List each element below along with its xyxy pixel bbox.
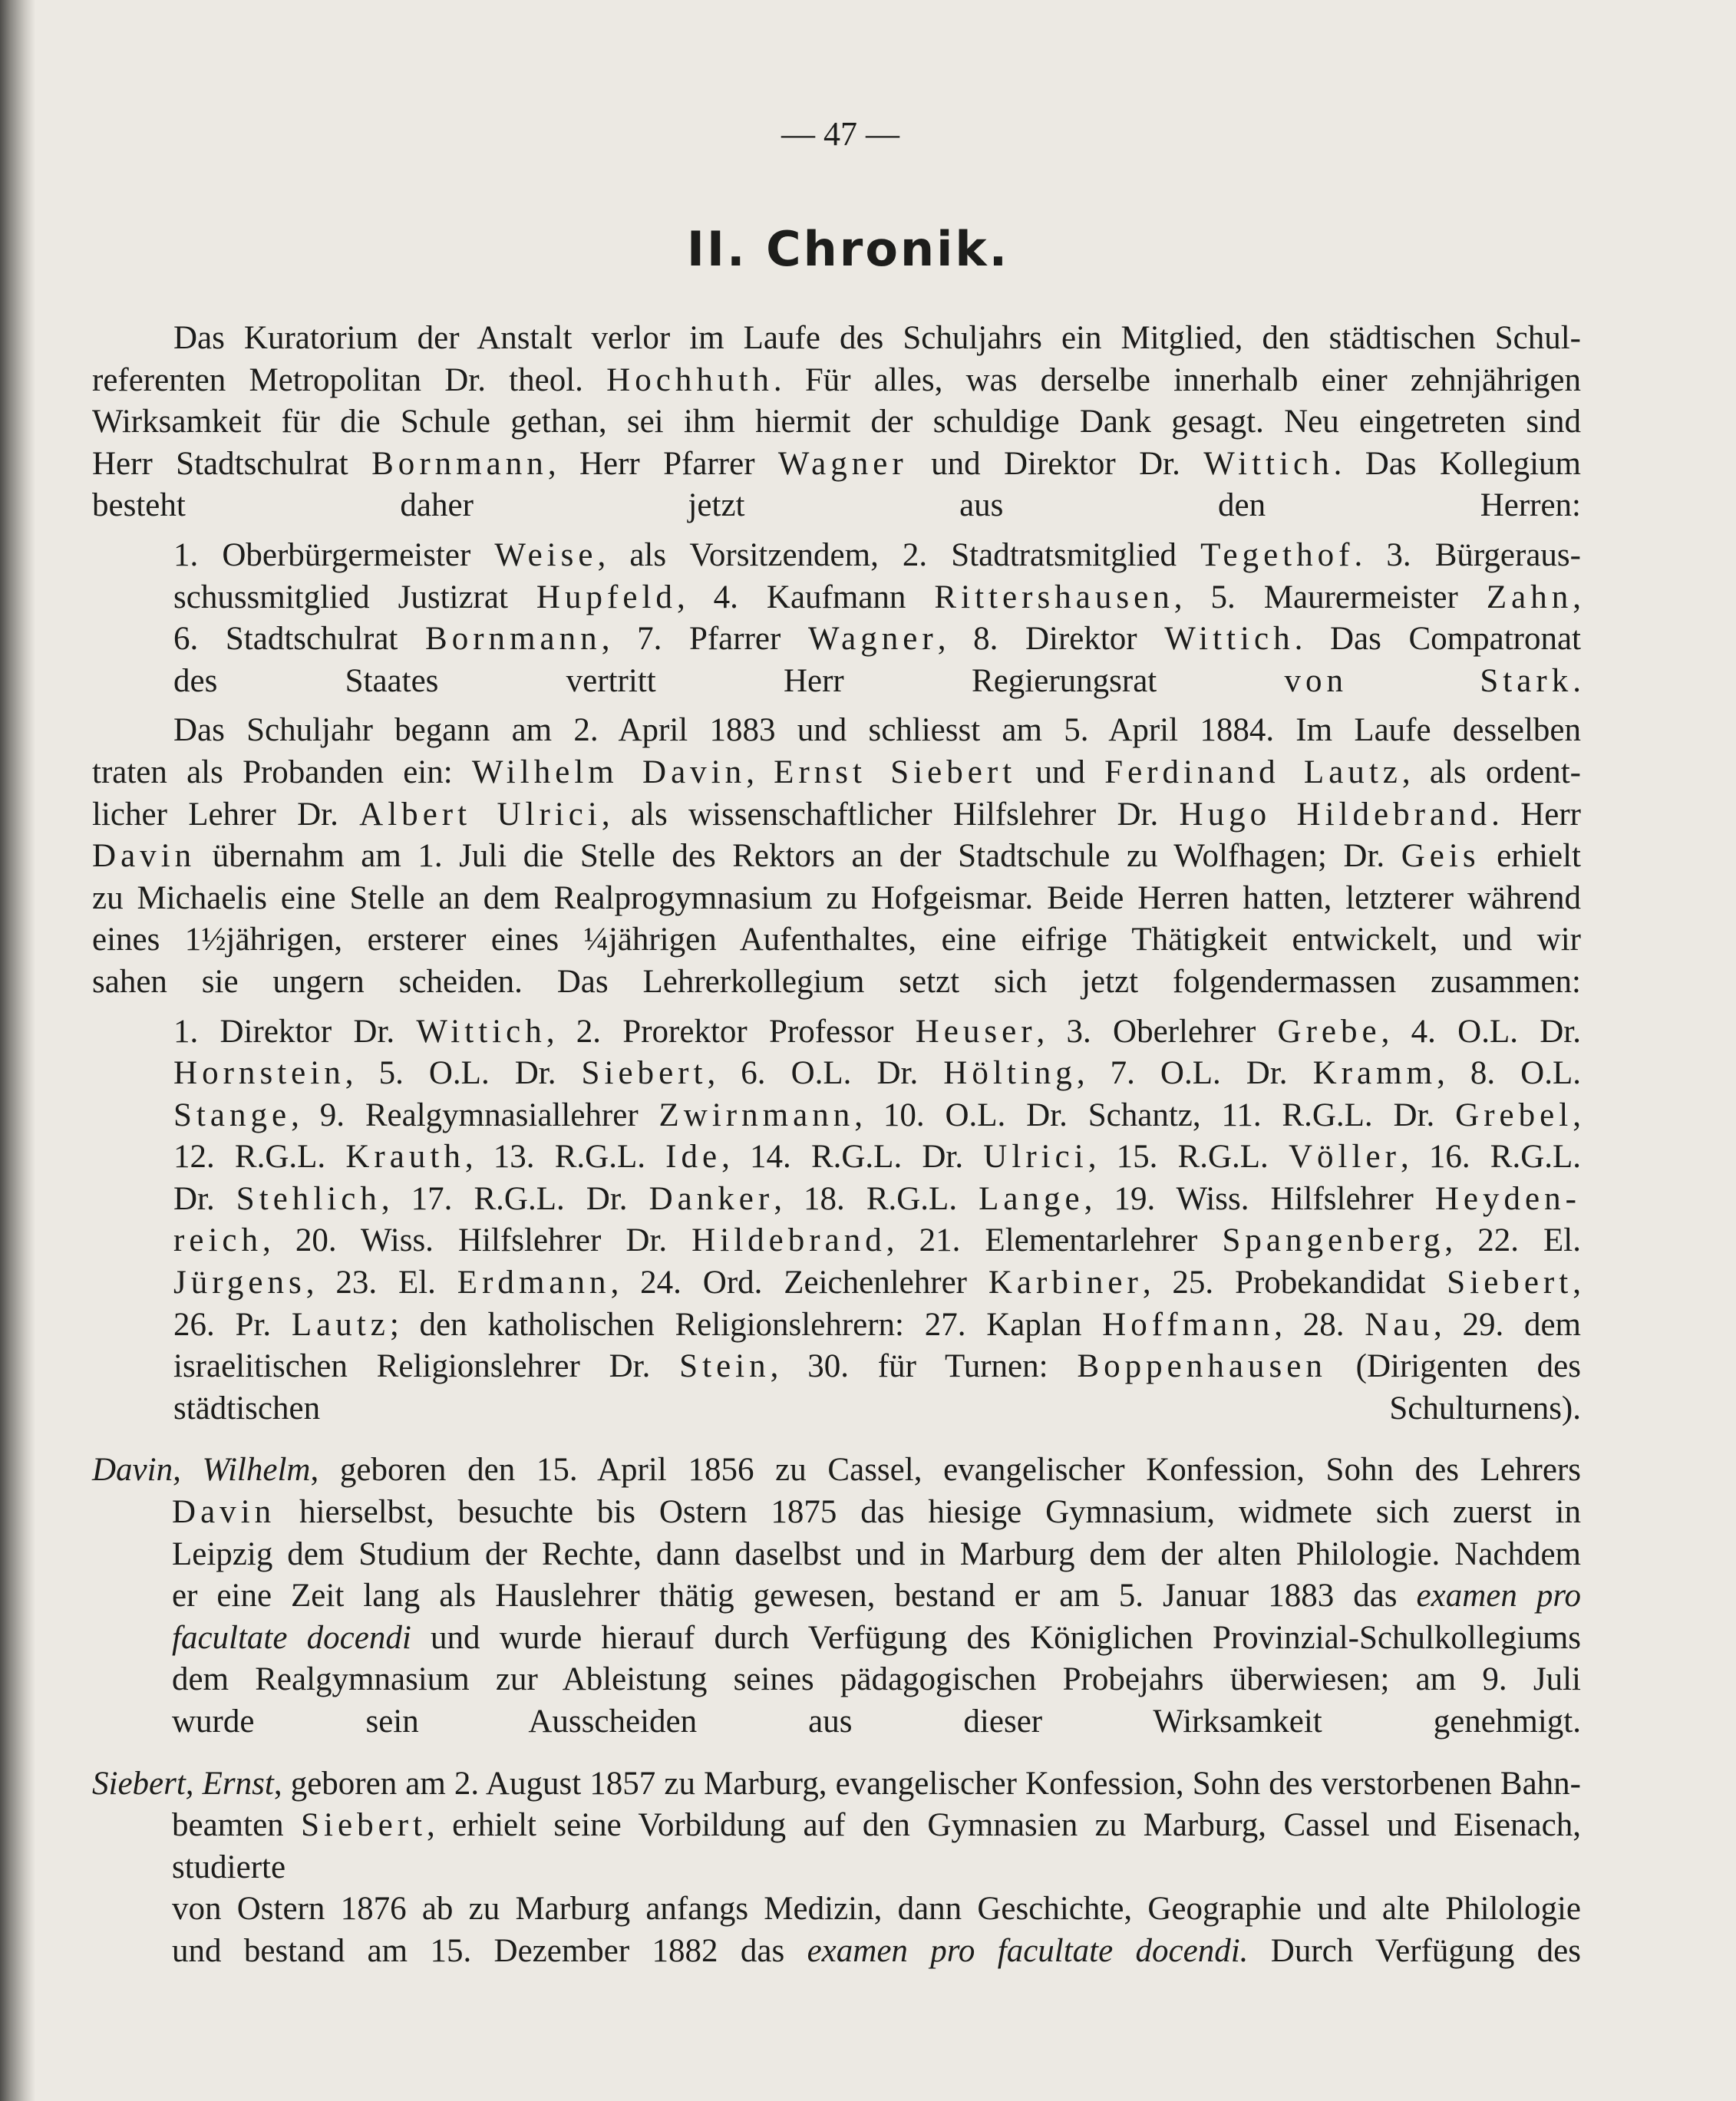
text-run: . Das Compatronat bbox=[1294, 621, 1581, 658]
spaced-name: Wittich bbox=[1203, 445, 1334, 482]
biography-davin bbox=[92, 1450, 1581, 1743]
text-run: , 14. R.G.L. Dr. bbox=[721, 1139, 984, 1176]
spaced-name: Boppenhausen bbox=[1077, 1348, 1327, 1385]
text-run: , 5. Maurermeister bbox=[1173, 579, 1487, 615]
text-run: 1. Direktor Dr. bbox=[173, 1013, 417, 1050]
spaced-name: Hölting bbox=[943, 1055, 1077, 1092]
spaced-name: Heyden- bbox=[1434, 1180, 1582, 1217]
text-run: er eine Zeit lang als Hauslehrer thätig gewesen, bestand er am 5. Januar 1883 das bbox=[172, 1578, 1417, 1615]
spaced-name: Danker bbox=[649, 1180, 774, 1217]
italic-text: examen pro bbox=[1416, 1578, 1581, 1615]
text-run: und Direktor Dr. bbox=[907, 445, 1204, 482]
spaced-name: reich bbox=[173, 1222, 263, 1259]
text-run: ; den katholischen Religionslehrern: 27. Kaplan bbox=[389, 1306, 1103, 1343]
page-text bbox=[92, 115, 1581, 1973]
text-run: , 22. El. bbox=[1444, 1222, 1581, 1259]
text-run: . Herr bbox=[1491, 796, 1581, 833]
text-run: , 17. R.G.L. Dr. bbox=[381, 1180, 649, 1217]
italic-text: Siebert, Ernst bbox=[92, 1765, 274, 1802]
text-run: sahen sie ungern scheiden. Das Lehrerkollegium setzt sich jetzt folgendermassen zusammen: bbox=[92, 963, 1581, 1000]
text-run: erhielt bbox=[1480, 838, 1581, 875]
text-run: übernahm am 1. Juli die Stelle des Rektors an der Stadtschule zu Wolfhagen; Dr. bbox=[196, 838, 1401, 875]
text-run: , geboren am 2. August 1857 zu Marburg, evangelischer Konfession, Sohn des verstorbenen Bahn- bbox=[273, 1765, 1581, 1802]
spaced-name: Hugo Hildebrand bbox=[1179, 796, 1492, 833]
spaced-name: Weise bbox=[494, 536, 598, 573]
text-run: , 19. Wiss. Hilfslehrer bbox=[1084, 1180, 1435, 1217]
list-lehrerkollegium bbox=[92, 1011, 1581, 1430]
spaced-name: Hoffmann bbox=[1102, 1306, 1275, 1343]
text-run: 12. R.G.L. bbox=[173, 1139, 346, 1176]
text-run: 6. Stadtschulrat bbox=[173, 621, 425, 658]
spaced-name: Wagner bbox=[807, 621, 938, 658]
spaced-name: Lange bbox=[979, 1180, 1084, 1217]
text-run: , bbox=[746, 754, 774, 790]
spaced-name: Heuser bbox=[915, 1013, 1037, 1050]
spaced-name: Krauth bbox=[345, 1139, 465, 1176]
text-run: . Das Kollegium bbox=[1333, 445, 1581, 482]
text-run: , 20. Wiss. Hilfslehrer Dr. bbox=[262, 1222, 692, 1259]
spaced-name: Bornmann bbox=[425, 621, 602, 658]
text-run: schussmitglied Justizrat bbox=[173, 579, 536, 615]
spaced-name: Geis bbox=[1401, 838, 1480, 875]
text-run: . 3. Bürgeraus- bbox=[1354, 536, 1581, 573]
text-run: , 10. O.L. Dr. Schantz, 11. R.G.L. Dr. bbox=[854, 1097, 1456, 1133]
text-run: 26. Pr. bbox=[173, 1306, 292, 1343]
text-run: (Dirigenten des bbox=[1326, 1348, 1582, 1385]
spaced-name: Ferdinand Lautz bbox=[1104, 754, 1402, 790]
book-fold-shadow bbox=[0, 0, 35, 2101]
spaced-name: Siebert bbox=[581, 1055, 708, 1092]
section-heading: II. Chronik. bbox=[686, 221, 1010, 277]
text-run: zu Michaelis eine Stelle an dem Realprogymnasium zu Hofgeismar. Beide Herren hatten, letzterer während bbox=[92, 879, 1581, 916]
text-run: , erhielt seine Vorbildung auf den Gymnasien zu Marburg, Cassel und Eisenach, studierte bbox=[172, 1807, 1581, 1885]
spaced-name: Nau bbox=[1365, 1306, 1434, 1343]
text-run: des Staates vertritt Herr Regierungsrat bbox=[173, 662, 1285, 699]
text-run: , 6. O.L. Dr. bbox=[707, 1055, 944, 1092]
text-run: Wirksamkeit für die Schule gethan, sei ihm hiermit der schuldige Dank gesagt. Neu eingetreten sind bbox=[92, 404, 1581, 440]
spaced-name: Albert Ulrici bbox=[359, 796, 602, 833]
text-run: , 5. O.L. Dr. bbox=[345, 1055, 582, 1092]
spaced-name: Bornmann bbox=[371, 445, 548, 482]
spaced-name: Tegethof bbox=[1200, 536, 1355, 573]
paragraph-kuratorium bbox=[92, 318, 1581, 527]
spaced-name: Davin bbox=[92, 838, 196, 875]
spaced-name: Hornstein bbox=[173, 1055, 345, 1092]
text-run: , bbox=[1573, 1097, 1581, 1133]
text-run: hierselbst, besuchte bis Ostern 1875 das hiesige Gymnasium, widmete sich zuerst in bbox=[276, 1494, 1581, 1531]
text-run: , 8. Direktor bbox=[937, 621, 1165, 658]
spaced-name: Ernst Siebert bbox=[774, 754, 1017, 790]
spaced-name: Zahn bbox=[1486, 579, 1573, 615]
text-run: Leipzig dem Studium der Rechte, dann daselbst und in Marburg dem der alten Philologie. Nachdem bbox=[172, 1535, 1581, 1572]
spaced-name: Rittershausen bbox=[934, 579, 1174, 615]
list-kuratorium-members bbox=[92, 535, 1581, 702]
spaced-name: Ide bbox=[665, 1139, 722, 1176]
text-run: , bbox=[1573, 579, 1582, 615]
text-run: , 23. El. bbox=[305, 1265, 457, 1301]
text-run: beamten bbox=[172, 1807, 302, 1844]
text-run: , 3. Oberlehrer bbox=[1036, 1013, 1278, 1050]
text-run: , 9. Realgymnasiallehrer bbox=[291, 1097, 659, 1133]
text-run: , 28. bbox=[1274, 1306, 1365, 1343]
text-run: , 13. R.G.L. bbox=[464, 1139, 666, 1176]
spaced-name: Grebe bbox=[1277, 1013, 1381, 1050]
text-run: , 4. Kaufmann bbox=[676, 579, 935, 615]
text-run: , geboren den 15. April 1856 zu Cassel, evangelischer Konfession, Sohn des Lehrers bbox=[310, 1452, 1581, 1489]
spaced-name: Wilhelm Davin bbox=[471, 754, 747, 790]
spaced-name: Davin bbox=[172, 1494, 276, 1531]
text-run: , 21. Elementarlehrer bbox=[886, 1222, 1223, 1259]
paragraph-schuljahr bbox=[92, 710, 1581, 1003]
spaced-name: Jürgens bbox=[173, 1265, 306, 1301]
spaced-name: Karbiner bbox=[988, 1265, 1143, 1301]
text-run: dem Realgymnasium zur Ableistung seines pädagogischen Probejahrs überwiesen; am 9. Juli bbox=[172, 1661, 1581, 1698]
spaced-name: Zwirnmann bbox=[658, 1097, 855, 1133]
spaced-name: Erdmann bbox=[457, 1265, 611, 1301]
text-run: und bbox=[1016, 754, 1105, 790]
text-run: israelitischen Religionslehrer Dr. bbox=[173, 1348, 680, 1385]
text-run: Herr Stadtschulrat bbox=[92, 445, 372, 482]
text-run: Durch Verfügung des bbox=[1248, 1932, 1582, 1969]
text-run: , 15. R.G.L. bbox=[1087, 1139, 1289, 1176]
text-run: Dr. bbox=[173, 1180, 236, 1217]
spaced-name: Wagner bbox=[777, 445, 908, 482]
spaced-name: Siebert bbox=[301, 1807, 427, 1844]
text-run: und wurde hierauf durch Verfügung des Königlichen Provinzial-Schulkollegiums bbox=[411, 1619, 1582, 1656]
text-run: eines 1½jährigen, ersterer eines ¼jährigen Aufenthaltes, eine eifrige Thätigkeit entwickelt, und wir bbox=[92, 922, 1581, 958]
spaced-name: Siebert bbox=[1447, 1265, 1573, 1301]
text-run: , als wissenschaftlicher Hilfslehrer Dr. bbox=[601, 796, 1180, 833]
text-run: von Ostern 1876 ab zu Marburg anfangs Medizin, dann Geschichte, Geographie und alte Philologie bbox=[172, 1891, 1581, 1928]
text-run: . Für alles, was derselbe innerhalb einer zehnjährigen bbox=[773, 361, 1581, 398]
text-run: Das Schuljahr begann am 2. April 1883 und schliesst am 5. April 1884. Im Laufe desselben bbox=[173, 712, 1581, 749]
text-run: städtischen Schulturnens). bbox=[173, 1390, 1581, 1427]
spaced-name: Stange bbox=[173, 1097, 292, 1133]
text-run: , als Vorsitzendem, 2. Stadtratsmitglied bbox=[597, 536, 1201, 573]
biography-siebert bbox=[92, 1763, 1581, 1973]
text-run: besteht daher jetzt aus den Herren: bbox=[92, 487, 1581, 524]
text-run: , 4. O.L. Dr. bbox=[1381, 1013, 1581, 1050]
text-run: referenten Metropolitan Dr. theol. bbox=[92, 361, 607, 398]
italic-text: facultate docendi bbox=[172, 1619, 411, 1656]
spaced-name: Grebel bbox=[1455, 1097, 1573, 1133]
text-run: licher Lehrer Dr. bbox=[92, 796, 360, 833]
spaced-name: Wittich bbox=[1164, 621, 1295, 658]
spaced-name: Wittich bbox=[416, 1013, 546, 1050]
spaced-name: Kramm bbox=[1312, 1055, 1437, 1092]
text-run: und bestand am 15. Dezember 1882 das bbox=[172, 1932, 807, 1969]
text-run: , 18. R.G.L. bbox=[774, 1180, 979, 1217]
italic-text: examen pro facultate docendi. bbox=[807, 1932, 1249, 1969]
text-run: . bbox=[1573, 662, 1581, 699]
text-run: , Herr Pfarrer bbox=[547, 445, 778, 482]
text-run: , 24. Ord. Zeichenlehrer bbox=[610, 1265, 988, 1301]
spaced-name: Stehlich bbox=[236, 1180, 381, 1217]
spaced-name: Hochhuth bbox=[606, 361, 774, 398]
spaced-name: Hildebrand bbox=[691, 1222, 886, 1259]
spaced-name: Lautz bbox=[291, 1306, 390, 1343]
spaced-name: Stein bbox=[679, 1348, 771, 1385]
text-run: , 25. Probekandidat bbox=[1142, 1265, 1447, 1301]
text-run: , als ordent- bbox=[1401, 754, 1582, 790]
italic-text: Davin, Wilhelm bbox=[92, 1452, 311, 1489]
text-run: , 2. Prorektor Professor bbox=[546, 1013, 916, 1050]
text-run: , 29. dem bbox=[1433, 1306, 1581, 1343]
spaced-name: von Stark bbox=[1284, 662, 1573, 699]
spaced-name: Hupfeld bbox=[536, 579, 677, 615]
text-run: , bbox=[1573, 1265, 1581, 1301]
spaced-name: Ulrici bbox=[983, 1139, 1088, 1176]
text-run: , 8. O.L. bbox=[1437, 1055, 1581, 1092]
text-run: 1. Oberbürgermeister bbox=[173, 536, 495, 573]
page-number: — 47 — bbox=[781, 115, 899, 153]
text-run: , 16. R.G.L. bbox=[1400, 1139, 1582, 1176]
text-run: Das Kuratorium der Anstalt verlor im Laufe des Schuljahrs ein Mitglied, den städtischen Schul- bbox=[173, 320, 1581, 356]
text-run: traten als Probanden ein: bbox=[92, 754, 472, 790]
spaced-name: Völler bbox=[1288, 1139, 1401, 1176]
text-run: , 7. O.L. Dr. bbox=[1076, 1055, 1313, 1092]
spaced-name: Spangenberg bbox=[1222, 1222, 1445, 1259]
text-run: wurde sein Ausscheiden aus dieser Wirksamkeit genehmigt. bbox=[172, 1704, 1581, 1740]
text-run: , 30. für Turnen: bbox=[770, 1348, 1078, 1385]
text-run: , 7. Pfarrer bbox=[601, 621, 808, 658]
